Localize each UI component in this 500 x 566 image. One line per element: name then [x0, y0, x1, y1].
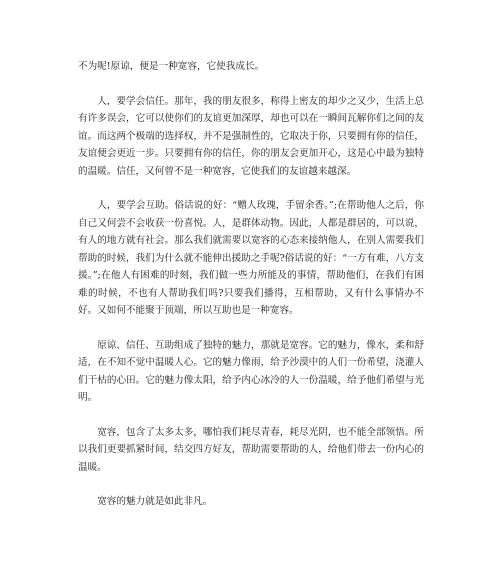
- paragraph-gap: [78, 76, 424, 93]
- paragraph-gap: [78, 476, 424, 493]
- paragraph-gap: [78, 320, 424, 337]
- paragraph-forgiveness-end: 不为呢!原谅，便是一种宽容，它使我成长。: [78, 61, 265, 72]
- paragraph-mutual-help: 人，要学会互助。俗话说的好：“赠人玫瑰，手留余香。”;在帮助他人之后，你自己又何尝不会收获一份喜悦。人，是群体动物。因此，人都是群居的，可以说，有人的地方就有社会。那么我们就需要以宽容的心态来接纳他人，在别人需要我们帮助的时候，我们为什么就不能伸出援助之手呢?俗话说的好：“一方有难，八方支援。”;在他人有困难的时刻，我们做一些力所能及的事情，帮助他们，在我们有困难的时候，不也有人帮助我们吗?只要我们播得，互相帮助，又有什么事情办不好。又如何不能聚于顶端，所以互助也是一种宽容。: [78, 200, 424, 316]
- paragraph-conclusion: 宽容的魅力就是如此非凡。: [97, 496, 213, 507]
- paragraph-charm: 原谅、信任、互助组成了独特的魅力，那就是宽容。它的魅力，像水，柔和舒适，在不知不觉中温暖人心。它的魅力像雨，给予沙漠中的人们一份希望，浇灌人们干枯的心田。它的魅力像太阳，给予内心冰冷的人一份温暖，给予他们希望与光明。: [78, 339, 424, 403]
- paragraph-tolerance: 宽容，包含了太多太多，哪怕我们耗尽青春，耗尽光阴，也不能全部领悟。所以我们更要抓紧时间，结交四方好友，帮助需要帮助的人，给他们带去一份内心的温暖。: [78, 426, 424, 473]
- paragraph-gap: [78, 180, 424, 197]
- paragraph-gap: [78, 407, 424, 424]
- paragraph-trust: 人，要学会信任。那年，我的朋友很多，称得上密友的却少之又少，生活上总有许多误会，它可以使你们的友谊更加深厚，却也可以在一瞬间瓦解你们之间的友谊。而这两个极端的选择权，并不是强制性的，它取决于你，只要拥有你的信任，友谊便会更近一步。只要拥有你的信任，你的朋友会更加开心，这是心中最为独特的温暖。信任，又何曾不是一种宽容，它使我们的友谊越来越深。: [78, 95, 424, 177]
- document-page: [78, 58, 424, 511]
